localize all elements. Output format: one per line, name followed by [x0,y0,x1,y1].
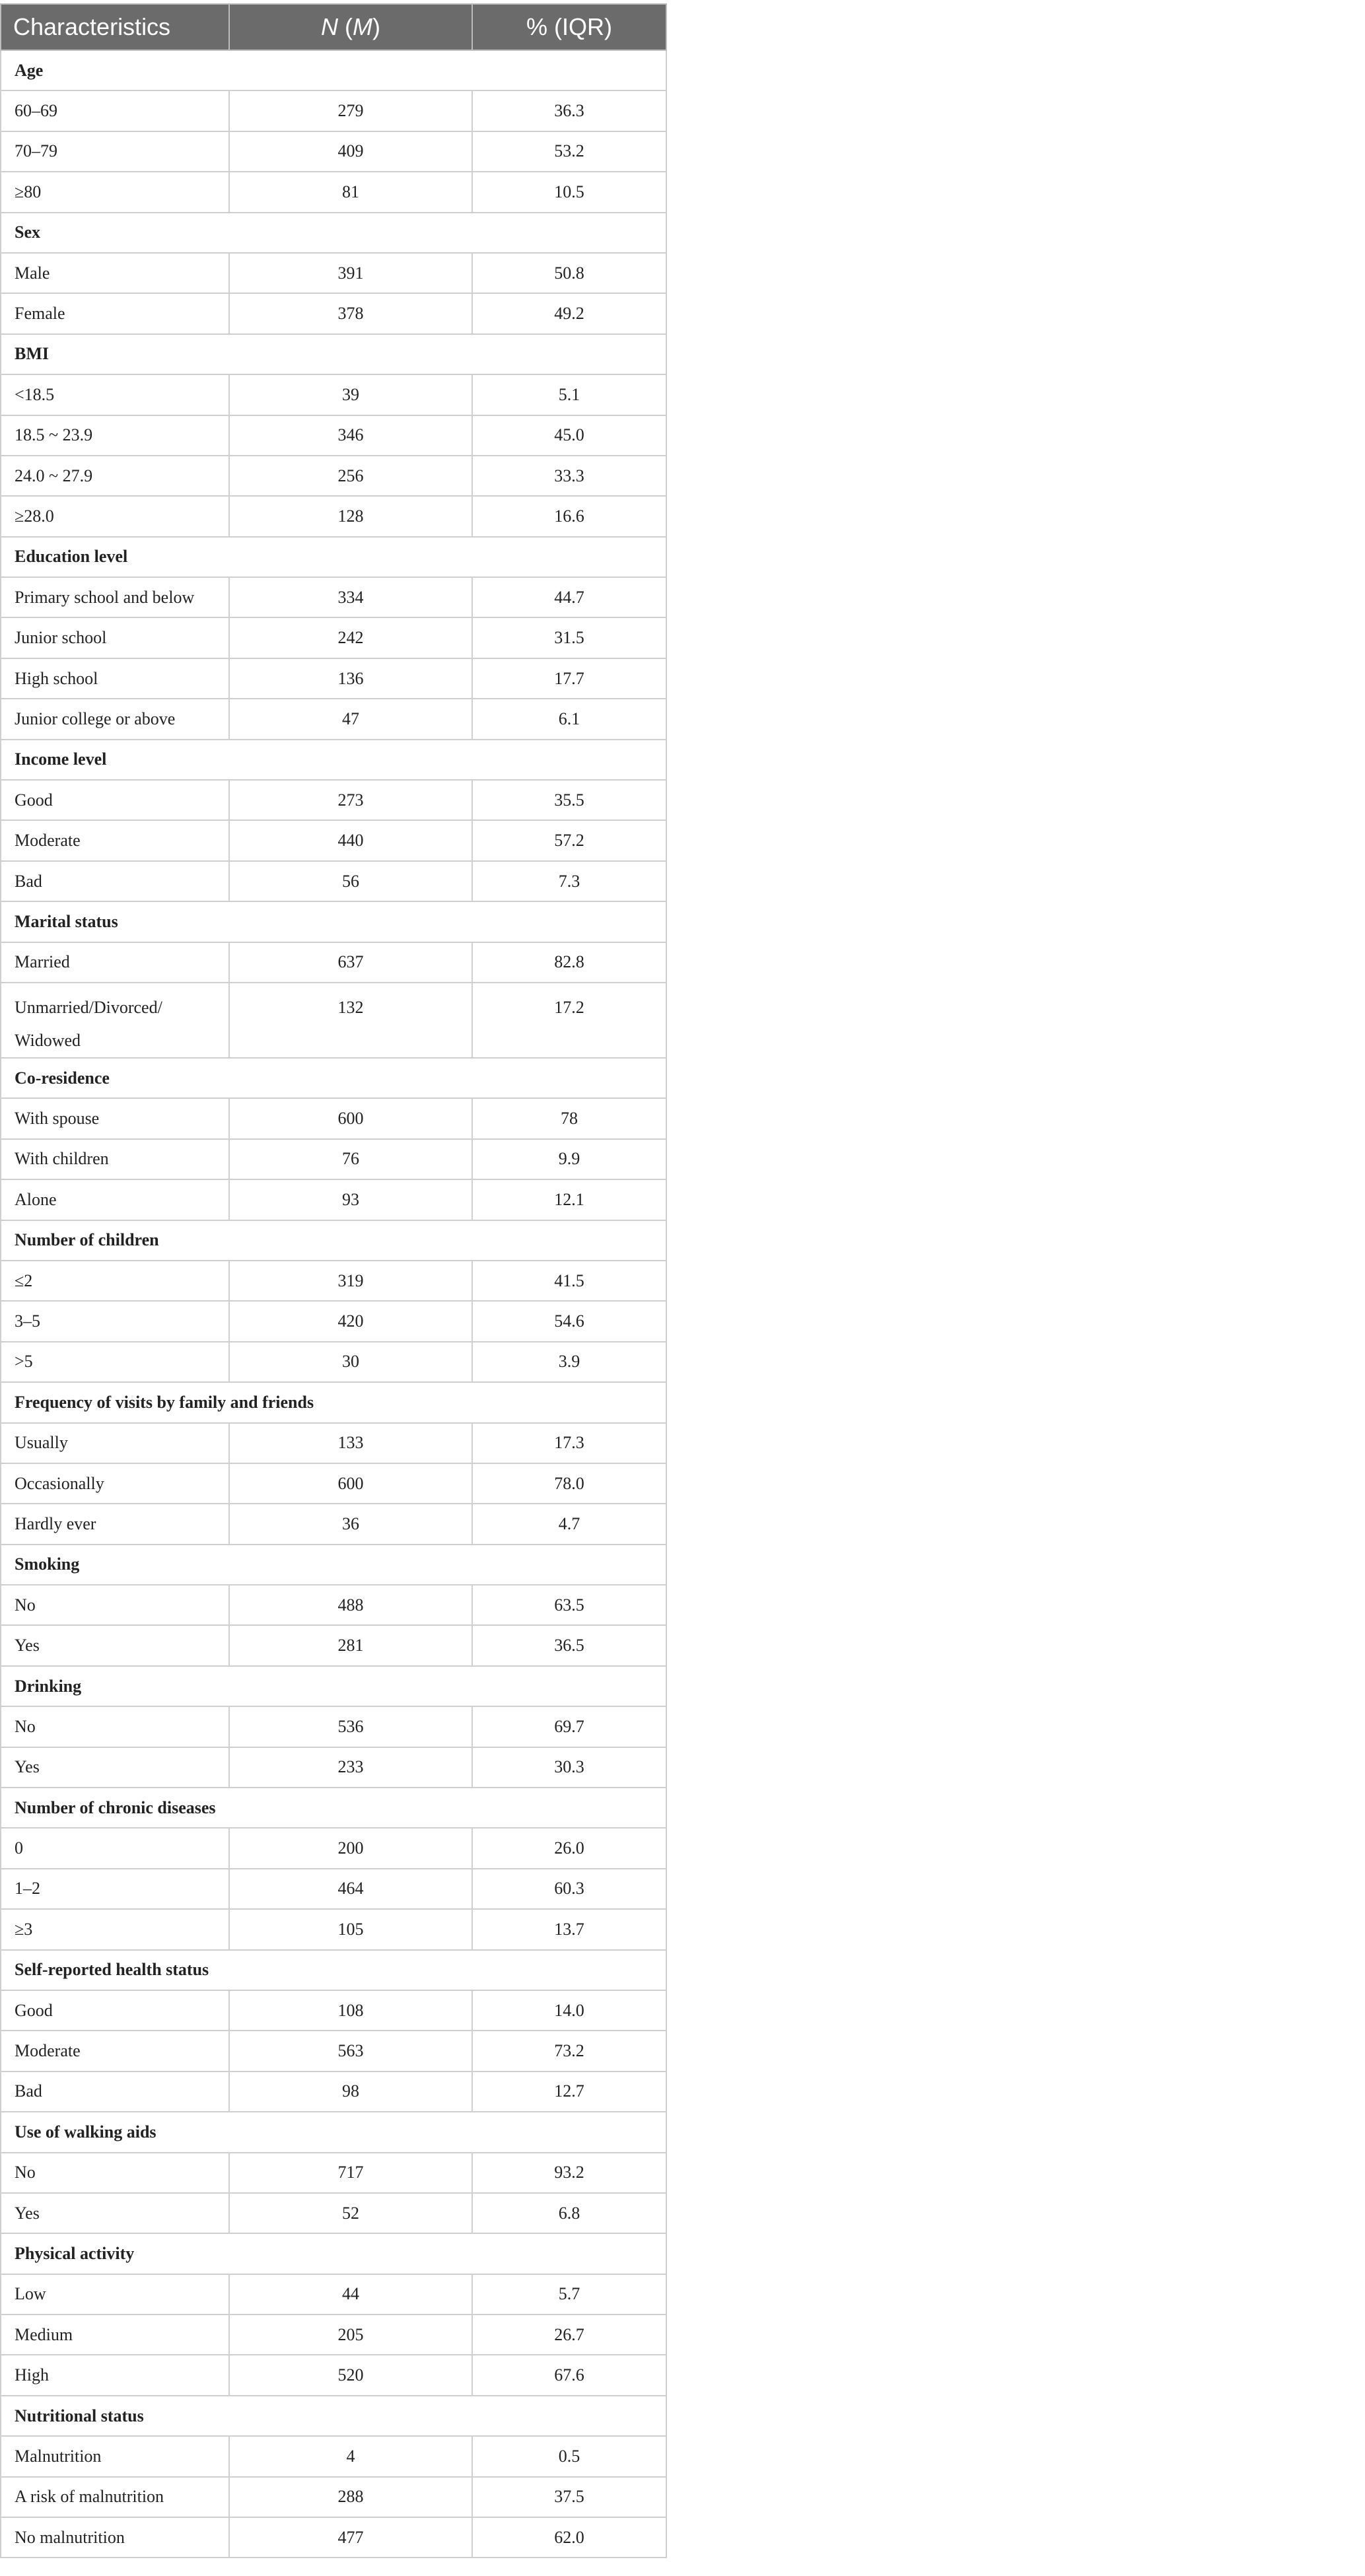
row-n-value: 536 [229,1706,472,1747]
row-label: Unmarried/Divorced/ Widowed [1,983,229,1058]
row-pct-value: 36.3 [472,90,666,131]
table-row [1,2355,666,2395]
category-row [1,1666,666,1706]
table-row [1,2436,666,2476]
category-row [1,50,666,90]
header-n-m: N (M) [229,4,472,50]
row-n-value: 136 [229,658,472,699]
category-row [1,334,666,374]
category-row [1,1382,666,1422]
category-label: Income level [1,740,666,780]
row-n-value: 600 [229,1463,472,1504]
row-label: Moderate [1,820,229,860]
category-label: Co-residence [1,1058,666,1098]
table-row [1,1828,666,1868]
row-label: Malnutrition [1,2436,229,2476]
row-label: A risk of malnutrition [1,2477,229,2517]
row-n-value: 205 [229,2315,472,2355]
header-n-main: N [321,13,338,40]
row-n-value: 39 [229,374,472,415]
row-n-value: 319 [229,1261,472,1301]
row-n-value: 288 [229,2477,472,2517]
row-label: Hardly ever [1,1504,229,1544]
row-n-value: 105 [229,1909,472,1949]
row-pct-value: 4.7 [472,1504,666,1544]
row-n-value: 563 [229,2031,472,2071]
row-n-value: 76 [229,1139,472,1179]
row-label: ≥28.0 [1,496,229,536]
category-label: Physical activity [1,2233,666,2274]
category-row [1,213,666,253]
table-row [1,1909,666,1949]
row-label: No malnutrition [1,2517,229,2558]
row-pct-value: 17.3 [472,1423,666,1463]
row-label: High [1,2355,229,2395]
row-pct-value: 82.8 [472,942,666,983]
table-row [1,658,666,699]
row-n-value: 488 [229,1585,472,1625]
row-label: Yes [1,2193,229,2233]
category-label: Education level [1,537,666,577]
row-pct-value: 78 [472,1098,666,1138]
table-row [1,374,666,415]
row-label: Male [1,253,229,293]
row-n-value: 477 [229,2517,472,2558]
row-label: Bad [1,861,229,901]
row-n-value: 717 [229,2153,472,2193]
table-row [1,1179,666,1220]
row-n-value: 464 [229,1869,472,1909]
row-pct-value: 10.5 [472,172,666,212]
row-n-value: 378 [229,293,472,333]
row-n-value: 233 [229,1747,472,1788]
row-pct-value: 67.6 [472,2355,666,2395]
row-label: No [1,1706,229,1747]
row-n-value: 128 [229,496,472,536]
row-pct-value: 12.1 [472,1179,666,1220]
table-row [1,1261,666,1301]
row-label: Junior school [1,617,229,658]
row-n-value: 409 [229,131,472,172]
row-n-value: 256 [229,456,472,496]
table-row [1,2517,666,2558]
table-row [1,2274,666,2315]
category-label: Nutritional status [1,2396,666,2436]
row-n-value: 98 [229,2071,472,2112]
row-n-value: 334 [229,577,472,617]
table-row [1,780,666,820]
row-pct-value: 17.2 [472,983,666,1058]
row-pct-value: 6.1 [472,699,666,739]
table-row [1,1423,666,1463]
row-n-value: 242 [229,617,472,658]
characteristics-table [0,3,667,2558]
row-pct-value: 49.2 [472,293,666,333]
row-pct-value: 45.0 [472,415,666,456]
header-characteristics: Characteristics [1,4,229,50]
row-pct-value: 54.6 [472,1301,666,1341]
row-n-value: 81 [229,172,472,212]
category-label: Age [1,50,666,90]
table-row [1,2153,666,2193]
row-pct-value: 26.7 [472,2315,666,2355]
row-label: Occasionally [1,1463,229,1504]
table-row [1,496,666,536]
header-pct-iqr: % (IQR) [472,4,666,50]
row-label: 3–5 [1,1301,229,1341]
row-label: >5 [1,1342,229,1382]
table-row [1,1706,666,1747]
category-row [1,1220,666,1261]
row-label: Good [1,1990,229,2031]
row-label: Low [1,2274,229,2315]
row-label: No [1,1585,229,1625]
category-label: Marital status [1,901,666,942]
table-row [1,172,666,212]
row-pct-value: 30.3 [472,1747,666,1788]
table-row [1,1504,666,1544]
table-row [1,2193,666,2233]
row-pct-value: 12.7 [472,2071,666,2112]
table-row [1,415,666,456]
row-pct-value: 5.1 [472,374,666,415]
row-pct-value: 16.6 [472,496,666,536]
row-n-value: 52 [229,2193,472,2233]
row-pct-value: 31.5 [472,617,666,658]
row-label: Medium [1,2315,229,2355]
row-n-value: 4 [229,2436,472,2476]
row-pct-value: 35.5 [472,780,666,820]
row-pct-value: 3.9 [472,1342,666,1382]
category-label: Number of chronic diseases [1,1788,666,1828]
table-row [1,131,666,172]
category-row [1,1058,666,1098]
row-pct-value: 14.0 [472,1990,666,2031]
table-row [1,617,666,658]
row-label: Female [1,293,229,333]
table-row [1,1990,666,2031]
category-label: Use of walking aids [1,2112,666,2152]
row-n-value: 132 [229,983,472,1058]
table-row [1,2031,666,2071]
row-pct-value: 36.5 [472,1625,666,1665]
row-n-value: 108 [229,1990,472,2031]
row-n-value: 44 [229,2274,472,2315]
row-pct-value: 41.5 [472,1261,666,1301]
row-label: 70–79 [1,131,229,172]
characteristics-table-container [0,3,666,2558]
table-row [1,2477,666,2517]
category-row [1,537,666,577]
row-n-value: 47 [229,699,472,739]
category-row [1,740,666,780]
row-label: Usually [1,1423,229,1463]
row-pct-value: 6.8 [472,2193,666,2233]
row-pct-value: 44.7 [472,577,666,617]
category-label: Sex [1,213,666,253]
row-n-value: 279 [229,90,472,131]
row-pct-value: 37.5 [472,2477,666,2517]
row-label: <18.5 [1,374,229,415]
header-row [1,4,666,50]
header-n-paren: M [353,13,372,40]
row-label: 1–2 [1,1869,229,1909]
table-row [1,2071,666,2112]
category-label: Smoking [1,1545,666,1585]
row-n-value: 420 [229,1301,472,1341]
row-pct-value: 73.2 [472,2031,666,2071]
row-pct-value: 7.3 [472,861,666,901]
row-label: With children [1,1139,229,1179]
row-n-value: 36 [229,1504,472,1544]
row-label: Bad [1,2071,229,2112]
category-row [1,1950,666,1990]
row-pct-value: 50.8 [472,253,666,293]
table-row [1,699,666,739]
table-row [1,2315,666,2355]
row-pct-value: 9.9 [472,1139,666,1179]
row-label: Married [1,942,229,983]
row-n-value: 30 [229,1342,472,1382]
row-n-value: 93 [229,1179,472,1220]
row-n-value: 346 [229,415,472,456]
row-pct-value: 57.2 [472,820,666,860]
row-label: Yes [1,1625,229,1665]
table-row [1,1585,666,1625]
category-label: Frequency of visits by family and friends [1,1382,666,1422]
row-n-value: 200 [229,1828,472,1868]
table-row [1,1139,666,1179]
table-row [1,1463,666,1504]
row-pct-value: 60.3 [472,1869,666,1909]
table-row [1,456,666,496]
row-pct-value: 26.0 [472,1828,666,1868]
row-label: With spouse [1,1098,229,1138]
row-n-value: 637 [229,942,472,983]
row-pct-value: 17.7 [472,658,666,699]
category-label: Number of children [1,1220,666,1261]
row-label: ≥80 [1,172,229,212]
table-row [1,1869,666,1909]
table-row [1,90,666,131]
row-n-value: 56 [229,861,472,901]
row-n-value: 440 [229,820,472,860]
row-n-value: 391 [229,253,472,293]
category-row [1,1545,666,1585]
row-label: ≤2 [1,1261,229,1301]
category-label: Drinking [1,1666,666,1706]
row-n-value: 281 [229,1625,472,1665]
category-row [1,2112,666,2152]
row-label: Alone [1,1179,229,1220]
row-pct-value: 5.7 [472,2274,666,2315]
table-row [1,1098,666,1138]
row-label: High school [1,658,229,699]
table-row [1,1625,666,1665]
table-row [1,820,666,860]
row-label: Good [1,780,229,820]
category-row [1,2396,666,2436]
table-row [1,1747,666,1788]
row-label: ≥3 [1,1909,229,1949]
row-pct-value: 13.7 [472,1909,666,1949]
table-row [1,1301,666,1341]
row-n-value: 273 [229,780,472,820]
row-label: Junior college or above [1,699,229,739]
row-label: 0 [1,1828,229,1868]
row-pct-value: 33.3 [472,456,666,496]
row-label: 60–69 [1,90,229,131]
row-pct-value: 63.5 [472,1585,666,1625]
table-row [1,942,666,983]
category-row [1,901,666,942]
row-pct-value: 78.0 [472,1463,666,1504]
row-pct-value: 93.2 [472,2153,666,2193]
row-n-value: 600 [229,1098,472,1138]
row-label: 24.0 ~ 27.9 [1,456,229,496]
category-row [1,2233,666,2274]
row-pct-value: 62.0 [472,2517,666,2558]
row-label: 18.5 ~ 23.9 [1,415,229,456]
row-label: No [1,2153,229,2193]
category-label: Self-reported health status [1,1950,666,1990]
row-pct-value: 53.2 [472,131,666,172]
row-pct-value: 69.7 [472,1706,666,1747]
row-pct-value: 0.5 [472,2436,666,2476]
row-n-value: 133 [229,1423,472,1463]
row-n-value: 520 [229,2355,472,2395]
table-row [1,1342,666,1382]
row-label: Yes [1,1747,229,1788]
table-row [1,861,666,901]
table-row [1,253,666,293]
table-row [1,293,666,333]
table-row [1,983,666,1058]
category-row [1,1788,666,1828]
category-label: BMI [1,334,666,374]
table-body [1,50,666,2558]
table-row [1,577,666,617]
row-label: Moderate [1,2031,229,2071]
row-label: Primary school and below [1,577,229,617]
table-header [1,4,666,50]
